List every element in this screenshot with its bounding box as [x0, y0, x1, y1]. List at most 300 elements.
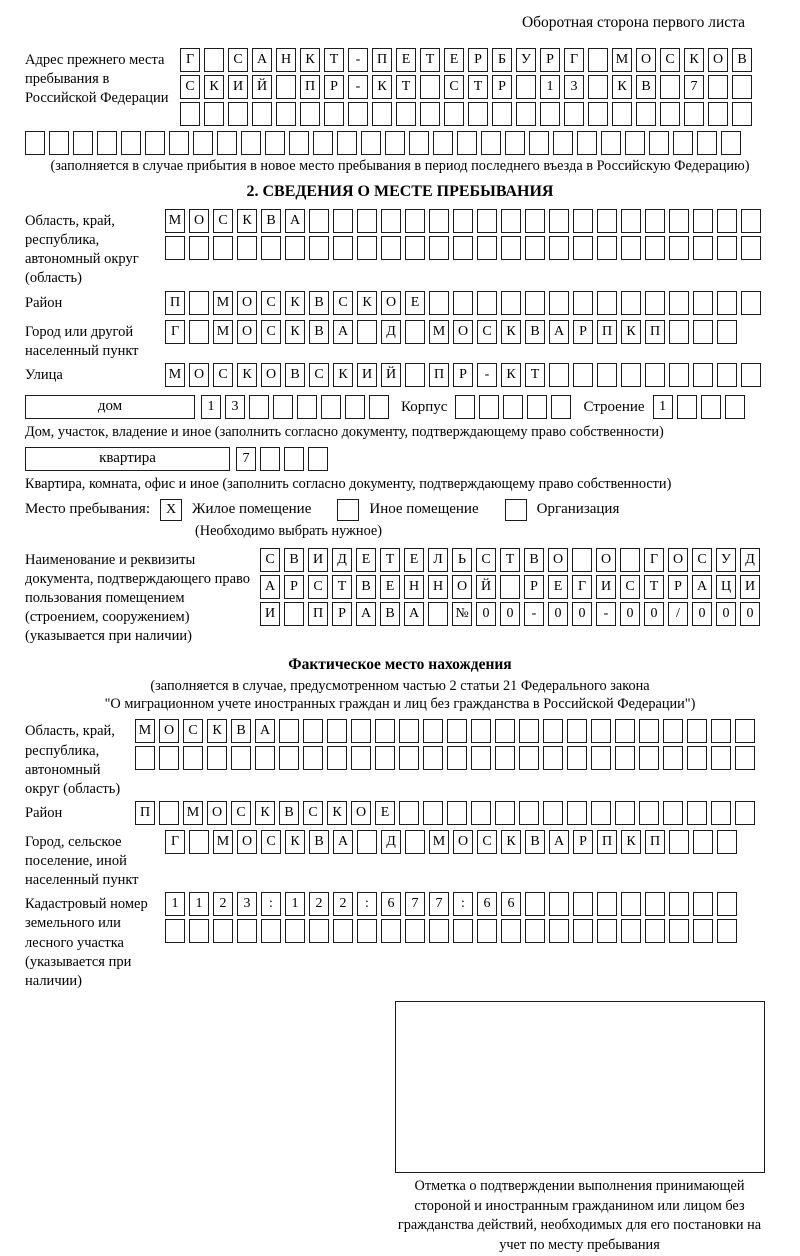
- char-cell[interactable]: [189, 320, 209, 344]
- char-cell[interactable]: [505, 131, 525, 155]
- char-cell[interactable]: Л: [428, 548, 448, 572]
- char-cell[interactable]: [428, 602, 448, 626]
- char-cell[interactable]: [455, 395, 475, 419]
- char-cell[interactable]: П: [645, 830, 665, 854]
- char-cell[interactable]: В: [284, 548, 304, 572]
- char-cell[interactable]: [495, 746, 515, 770]
- char-cell[interactable]: Й: [381, 363, 401, 387]
- char-cell[interactable]: [573, 919, 593, 943]
- char-cell[interactable]: Е: [375, 801, 395, 825]
- char-cell[interactable]: М: [213, 291, 233, 315]
- char-cell[interactable]: А: [549, 320, 569, 344]
- char-cell[interactable]: [553, 131, 573, 155]
- char-cell[interactable]: Р: [324, 75, 344, 99]
- char-cell[interactable]: [669, 892, 689, 916]
- char-cell[interactable]: [519, 719, 539, 743]
- char-cell[interactable]: [621, 209, 641, 233]
- char-cell[interactable]: С: [477, 830, 497, 854]
- char-cell[interactable]: [228, 102, 248, 126]
- char-cell[interactable]: [645, 919, 665, 943]
- char-cell[interactable]: [645, 892, 665, 916]
- char-cell[interactable]: [711, 746, 731, 770]
- char-cell[interactable]: Д: [381, 320, 401, 344]
- char-cell[interactable]: :: [357, 892, 377, 916]
- char-cell[interactable]: Г: [644, 548, 664, 572]
- char-cell[interactable]: [693, 830, 713, 854]
- char-cell[interactable]: А: [260, 575, 280, 599]
- char-cell[interactable]: М: [165, 209, 185, 233]
- char-cell[interactable]: [597, 892, 617, 916]
- char-cell[interactable]: [423, 746, 443, 770]
- char-cell[interactable]: [639, 801, 659, 825]
- char-cell[interactable]: О: [636, 48, 656, 72]
- char-cell[interactable]: [447, 801, 467, 825]
- char-cell[interactable]: [453, 291, 473, 315]
- char-cell[interactable]: К: [207, 719, 227, 743]
- char-cell[interactable]: [189, 291, 209, 315]
- char-cell[interactable]: [309, 236, 329, 260]
- char-cell[interactable]: [573, 209, 593, 233]
- char-cell[interactable]: [567, 746, 587, 770]
- char-cell[interactable]: Е: [548, 575, 568, 599]
- char-cell[interactable]: А: [692, 575, 712, 599]
- char-cell[interactable]: [711, 719, 731, 743]
- char-cell[interactable]: М: [612, 48, 632, 72]
- char-cell[interactable]: [381, 919, 401, 943]
- char-cell[interactable]: [453, 209, 473, 233]
- char-cell[interactable]: М: [135, 719, 155, 743]
- char-cell[interactable]: О: [189, 209, 209, 233]
- char-cell[interactable]: [735, 719, 755, 743]
- char-cell[interactable]: Р: [668, 575, 688, 599]
- char-cell[interactable]: [399, 719, 419, 743]
- char-cell[interactable]: [381, 236, 401, 260]
- char-cell[interactable]: [420, 75, 440, 99]
- char-cell[interactable]: Д: [740, 548, 760, 572]
- char-cell[interactable]: [189, 919, 209, 943]
- char-cell[interactable]: В: [309, 830, 329, 854]
- char-cell[interactable]: -: [348, 48, 368, 72]
- char-cell[interactable]: В: [231, 719, 251, 743]
- char-cell[interactable]: О: [261, 363, 281, 387]
- char-cell[interactable]: [567, 801, 587, 825]
- char-cell[interactable]: [621, 892, 641, 916]
- char-cell[interactable]: [717, 209, 737, 233]
- char-cell[interactable]: [591, 801, 611, 825]
- char-cell[interactable]: [573, 892, 593, 916]
- char-cell[interactable]: К: [285, 320, 305, 344]
- char-cell[interactable]: К: [612, 75, 632, 99]
- char-cell[interactable]: О: [207, 801, 227, 825]
- char-cell[interactable]: [529, 131, 549, 155]
- char-cell[interactable]: Е: [356, 548, 376, 572]
- char-cell[interactable]: [501, 919, 521, 943]
- char-cell[interactable]: В: [356, 575, 376, 599]
- char-cell[interactable]: [189, 236, 209, 260]
- char-cell[interactable]: [501, 236, 521, 260]
- char-cell[interactable]: О: [452, 575, 472, 599]
- char-cell[interactable]: [527, 395, 547, 419]
- char-cell[interactable]: Т: [324, 48, 344, 72]
- char-cell[interactable]: [591, 746, 611, 770]
- char-cell[interactable]: А: [549, 830, 569, 854]
- char-cell[interactable]: П: [308, 602, 328, 626]
- char-cell[interactable]: Т: [644, 575, 664, 599]
- char-cell[interactable]: К: [501, 363, 521, 387]
- char-cell[interactable]: [735, 746, 755, 770]
- char-cell[interactable]: К: [237, 363, 257, 387]
- char-cell[interactable]: [572, 548, 592, 572]
- char-cell[interactable]: [237, 236, 257, 260]
- char-cell[interactable]: [481, 131, 501, 155]
- char-cell[interactable]: [573, 363, 593, 387]
- char-cell[interactable]: [501, 209, 521, 233]
- char-cell[interactable]: [588, 102, 608, 126]
- char-cell[interactable]: [159, 746, 179, 770]
- char-cell[interactable]: Й: [252, 75, 272, 99]
- char-cell[interactable]: [327, 719, 347, 743]
- char-cell[interactable]: 0: [740, 602, 760, 626]
- char-cell[interactable]: В: [261, 209, 281, 233]
- char-cell[interactable]: [684, 102, 704, 126]
- char-cell[interactable]: [169, 131, 189, 155]
- char-cell[interactable]: [333, 209, 353, 233]
- char-cell[interactable]: [276, 75, 296, 99]
- char-cell[interactable]: [639, 719, 659, 743]
- char-cell[interactable]: [279, 719, 299, 743]
- char-cell[interactable]: 2: [333, 892, 353, 916]
- char-cell[interactable]: [357, 919, 377, 943]
- char-cell[interactable]: [708, 75, 728, 99]
- char-cell[interactable]: [180, 102, 200, 126]
- char-cell[interactable]: С: [180, 75, 200, 99]
- char-cell[interactable]: У: [516, 48, 536, 72]
- char-cell[interactable]: [265, 131, 285, 155]
- char-cell[interactable]: [333, 919, 353, 943]
- char-cell[interactable]: [591, 719, 611, 743]
- char-cell[interactable]: [217, 131, 237, 155]
- char-cell[interactable]: 7: [236, 447, 256, 471]
- char-cell[interactable]: [213, 919, 233, 943]
- char-cell[interactable]: [313, 131, 333, 155]
- char-cell[interactable]: Ь: [452, 548, 472, 572]
- char-cell[interactable]: [361, 131, 381, 155]
- char-cell[interactable]: [303, 746, 323, 770]
- char-cell[interactable]: [687, 719, 707, 743]
- char-cell[interactable]: [25, 131, 45, 155]
- char-cell[interactable]: [285, 919, 305, 943]
- char-cell[interactable]: 3: [237, 892, 257, 916]
- char-cell[interactable]: [711, 801, 731, 825]
- char-cell[interactable]: [693, 236, 713, 260]
- char-cell[interactable]: В: [732, 48, 752, 72]
- char-cell[interactable]: 0: [716, 602, 736, 626]
- char-cell[interactable]: [165, 919, 185, 943]
- char-cell[interactable]: Е: [380, 575, 400, 599]
- char-cell[interactable]: 0: [548, 602, 568, 626]
- char-cell[interactable]: В: [285, 363, 305, 387]
- char-cell[interactable]: [276, 102, 296, 126]
- char-cell[interactable]: Т: [525, 363, 545, 387]
- char-cell[interactable]: С: [228, 48, 248, 72]
- char-cell[interactable]: [543, 801, 563, 825]
- char-cell[interactable]: П: [597, 830, 617, 854]
- char-cell[interactable]: С: [261, 320, 281, 344]
- checkbox-other-premises[interactable]: [337, 499, 359, 521]
- char-cell[interactable]: [213, 236, 233, 260]
- char-cell[interactable]: Е: [444, 48, 464, 72]
- char-cell[interactable]: К: [204, 75, 224, 99]
- char-cell[interactable]: [660, 102, 680, 126]
- char-cell[interactable]: Д: [332, 548, 352, 572]
- char-cell[interactable]: [495, 801, 515, 825]
- char-cell[interactable]: [255, 746, 275, 770]
- char-cell[interactable]: 1: [201, 395, 221, 419]
- char-cell[interactable]: [701, 395, 721, 419]
- char-cell[interactable]: [717, 363, 737, 387]
- char-cell[interactable]: О: [237, 291, 257, 315]
- char-cell[interactable]: [597, 291, 617, 315]
- char-cell[interactable]: С: [309, 363, 329, 387]
- char-cell[interactable]: М: [429, 320, 449, 344]
- char-cell[interactable]: [357, 236, 377, 260]
- char-cell[interactable]: [525, 209, 545, 233]
- char-cell[interactable]: К: [333, 363, 353, 387]
- char-cell[interactable]: Д: [381, 830, 401, 854]
- char-cell[interactable]: [420, 102, 440, 126]
- char-cell[interactable]: О: [189, 363, 209, 387]
- char-cell[interactable]: [477, 919, 497, 943]
- char-cell[interactable]: [669, 919, 689, 943]
- char-cell[interactable]: [183, 746, 203, 770]
- char-cell[interactable]: П: [135, 801, 155, 825]
- char-cell[interactable]: [669, 320, 689, 344]
- char-cell[interactable]: [500, 575, 520, 599]
- char-cell[interactable]: -: [477, 363, 497, 387]
- char-cell[interactable]: Т: [380, 548, 400, 572]
- char-cell[interactable]: Т: [332, 575, 352, 599]
- char-cell[interactable]: Т: [500, 548, 520, 572]
- char-cell[interactable]: [519, 746, 539, 770]
- char-cell[interactable]: [663, 746, 683, 770]
- char-cell[interactable]: С: [261, 291, 281, 315]
- char-cell[interactable]: И: [308, 548, 328, 572]
- char-cell[interactable]: И: [228, 75, 248, 99]
- char-cell[interactable]: 0: [572, 602, 592, 626]
- char-cell[interactable]: В: [279, 801, 299, 825]
- char-cell[interactable]: [543, 719, 563, 743]
- char-cell[interactable]: К: [285, 291, 305, 315]
- char-cell[interactable]: [717, 291, 737, 315]
- char-cell[interactable]: У: [716, 548, 736, 572]
- char-cell[interactable]: С: [213, 209, 233, 233]
- char-cell[interactable]: [479, 395, 499, 419]
- char-cell[interactable]: [525, 892, 545, 916]
- char-cell[interactable]: [732, 102, 752, 126]
- char-cell[interactable]: [261, 236, 281, 260]
- char-cell[interactable]: [687, 746, 707, 770]
- char-cell[interactable]: [309, 919, 329, 943]
- char-cell[interactable]: О: [381, 291, 401, 315]
- char-cell[interactable]: Р: [540, 48, 560, 72]
- char-cell[interactable]: [540, 102, 560, 126]
- char-cell[interactable]: К: [237, 209, 257, 233]
- char-cell[interactable]: Р: [524, 575, 544, 599]
- char-cell[interactable]: [405, 320, 425, 344]
- char-cell[interactable]: 7: [684, 75, 704, 99]
- char-cell[interactable]: [663, 801, 683, 825]
- char-cell[interactable]: К: [684, 48, 704, 72]
- char-cell[interactable]: [620, 548, 640, 572]
- char-cell[interactable]: [673, 131, 693, 155]
- char-cell[interactable]: [721, 131, 741, 155]
- char-cell[interactable]: [693, 209, 713, 233]
- char-cell[interactable]: 1: [285, 892, 305, 916]
- char-cell[interactable]: 1: [540, 75, 560, 99]
- char-cell[interactable]: [252, 102, 272, 126]
- char-cell[interactable]: [159, 801, 179, 825]
- char-cell[interactable]: Н: [276, 48, 296, 72]
- char-cell[interactable]: -: [596, 602, 616, 626]
- char-cell[interactable]: О: [351, 801, 371, 825]
- char-cell[interactable]: [621, 363, 641, 387]
- char-cell[interactable]: Г: [165, 830, 185, 854]
- char-cell[interactable]: 3: [564, 75, 584, 99]
- char-cell[interactable]: [577, 131, 597, 155]
- char-cell[interactable]: [297, 395, 317, 419]
- char-cell[interactable]: [284, 447, 304, 471]
- char-cell[interactable]: П: [165, 291, 185, 315]
- char-cell[interactable]: [649, 131, 669, 155]
- char-cell[interactable]: [49, 131, 69, 155]
- char-cell[interactable]: [732, 75, 752, 99]
- char-cell[interactable]: [300, 102, 320, 126]
- char-cell[interactable]: [693, 919, 713, 943]
- char-cell[interactable]: К: [501, 830, 521, 854]
- char-cell[interactable]: Й: [476, 575, 496, 599]
- char-cell[interactable]: [261, 919, 281, 943]
- char-cell[interactable]: [549, 209, 569, 233]
- char-cell[interactable]: [717, 919, 737, 943]
- char-cell[interactable]: [645, 291, 665, 315]
- char-cell[interactable]: О: [596, 548, 616, 572]
- char-cell[interactable]: [597, 209, 617, 233]
- char-cell[interactable]: Е: [404, 548, 424, 572]
- char-cell[interactable]: А: [356, 602, 376, 626]
- char-cell[interactable]: [549, 291, 569, 315]
- char-cell[interactable]: С: [660, 48, 680, 72]
- char-cell[interactable]: Р: [284, 575, 304, 599]
- char-cell[interactable]: Г: [564, 48, 584, 72]
- char-cell[interactable]: [381, 209, 401, 233]
- char-cell[interactable]: :: [261, 892, 281, 916]
- char-cell[interactable]: [687, 801, 707, 825]
- char-cell[interactable]: [717, 236, 737, 260]
- char-cell[interactable]: -: [524, 602, 544, 626]
- char-cell[interactable]: [73, 131, 93, 155]
- char-cell[interactable]: 1: [653, 395, 673, 419]
- char-cell[interactable]: [337, 131, 357, 155]
- char-cell[interactable]: К: [300, 48, 320, 72]
- char-cell[interactable]: Р: [453, 363, 473, 387]
- char-cell[interactable]: [453, 236, 473, 260]
- char-cell[interactable]: И: [596, 575, 616, 599]
- char-cell[interactable]: [708, 102, 728, 126]
- char-cell[interactable]: [447, 719, 467, 743]
- char-cell[interactable]: Г: [572, 575, 592, 599]
- char-cell[interactable]: [492, 102, 512, 126]
- char-cell[interactable]: [423, 801, 443, 825]
- char-cell[interactable]: [516, 102, 536, 126]
- char-cell[interactable]: О: [453, 830, 473, 854]
- char-cell[interactable]: [549, 919, 569, 943]
- char-cell[interactable]: Г: [165, 320, 185, 344]
- char-cell[interactable]: Р: [573, 320, 593, 344]
- char-cell[interactable]: К: [327, 801, 347, 825]
- char-cell[interactable]: Ц: [716, 575, 736, 599]
- char-cell[interactable]: :: [453, 892, 473, 916]
- char-cell[interactable]: [636, 102, 656, 126]
- char-cell[interactable]: [249, 395, 269, 419]
- char-cell[interactable]: [601, 131, 621, 155]
- char-cell[interactable]: О: [237, 830, 257, 854]
- char-cell[interactable]: [741, 236, 761, 260]
- char-cell[interactable]: Р: [492, 75, 512, 99]
- char-cell[interactable]: А: [255, 719, 275, 743]
- char-cell[interactable]: В: [636, 75, 656, 99]
- char-cell[interactable]: [345, 395, 365, 419]
- char-cell[interactable]: С: [183, 719, 203, 743]
- char-cell[interactable]: Н: [404, 575, 424, 599]
- char-cell[interactable]: К: [372, 75, 392, 99]
- char-cell[interactable]: П: [597, 320, 617, 344]
- char-cell[interactable]: [615, 719, 635, 743]
- char-cell[interactable]: О: [237, 320, 257, 344]
- char-cell[interactable]: [615, 746, 635, 770]
- char-cell[interactable]: Г: [180, 48, 200, 72]
- char-cell[interactable]: [543, 746, 563, 770]
- char-cell[interactable]: [260, 447, 280, 471]
- char-cell[interactable]: А: [404, 602, 424, 626]
- char-cell[interactable]: [351, 746, 371, 770]
- char-cell[interactable]: К: [285, 830, 305, 854]
- char-cell[interactable]: [348, 102, 368, 126]
- char-cell[interactable]: М: [165, 363, 185, 387]
- char-cell[interactable]: И: [260, 602, 280, 626]
- char-cell[interactable]: [289, 131, 309, 155]
- char-cell[interactable]: И: [357, 363, 377, 387]
- char-cell[interactable]: О: [668, 548, 688, 572]
- char-cell[interactable]: [669, 291, 689, 315]
- char-cell[interactable]: [741, 209, 761, 233]
- char-cell[interactable]: [625, 131, 645, 155]
- char-cell[interactable]: [471, 719, 491, 743]
- char-cell[interactable]: [567, 719, 587, 743]
- char-cell[interactable]: 2: [309, 892, 329, 916]
- char-cell[interactable]: [677, 395, 697, 419]
- char-cell[interactable]: И: [740, 575, 760, 599]
- char-cell[interactable]: 0: [692, 602, 712, 626]
- char-cell[interactable]: [468, 102, 488, 126]
- char-cell[interactable]: [433, 131, 453, 155]
- char-cell[interactable]: [503, 395, 523, 419]
- char-cell[interactable]: [588, 48, 608, 72]
- char-cell[interactable]: [308, 447, 328, 471]
- char-cell[interactable]: [645, 209, 665, 233]
- char-cell[interactable]: [717, 320, 737, 344]
- char-cell[interactable]: 6: [501, 892, 521, 916]
- char-cell[interactable]: [549, 236, 569, 260]
